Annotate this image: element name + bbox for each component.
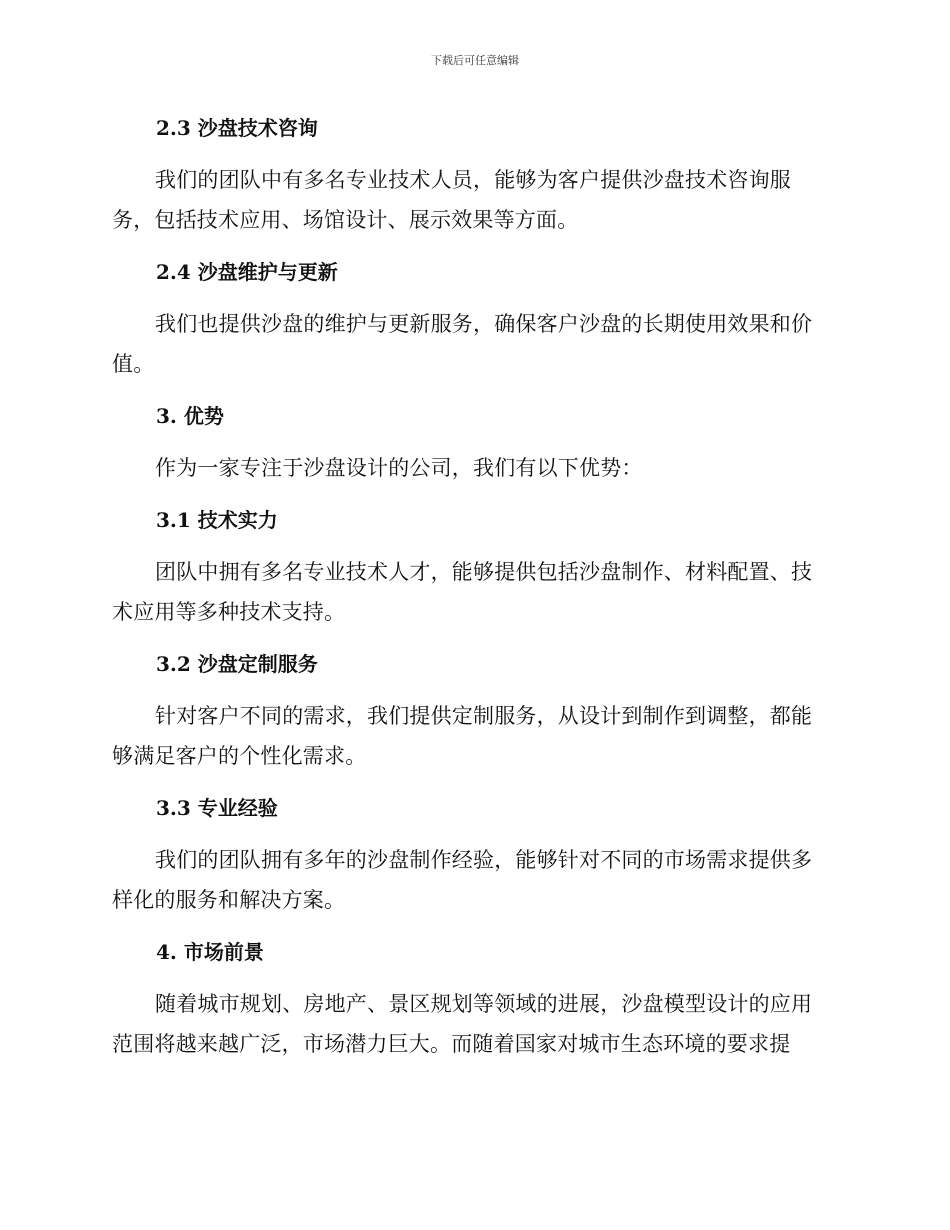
section-heading-4: 4. 市场前景 — [156, 940, 264, 964]
paragraph-3-3: 我们的团队拥有多年的沙盘制作经验，能够针对不同的市场需求提供多样化的服务和解决方案。 — [112, 848, 813, 912]
paragraph-2-3: 我们的团队中有多名专业技术人员，能够为客户提供沙盘技术咨询服务，包括技术应用、场馆设计、展示效果等方面。 — [112, 168, 791, 232]
section-heading-2-4: 2.4 沙盘维护与更新 — [156, 260, 338, 284]
section-heading-3-3: 3.3 专业经验 — [156, 796, 278, 820]
paragraph-3-2: 针对客户不同的需求，我们提供定制服务，从设计到制作到调整，都能够满足客户的个性化需求。 — [112, 704, 813, 768]
paragraph-3: 作为一家专注于沙盘设计的公司，我们有以下优势： — [155, 456, 643, 480]
section-heading-3-2: 3.2 沙盘定制服务 — [156, 652, 318, 676]
document-body — [112, 108, 832, 1076]
section-heading-3-1: 3.1 技术实力 — [156, 508, 278, 532]
paragraph-2-4: 我们也提供沙盘的维护与更新服务，确保客户沙盘的长期使用效果和价值。 — [112, 312, 813, 376]
paragraph-4: 随着城市规划、房地产、景区规划等领域的进展，沙盘模型设计的应用范围将越来越广泛，市场潜力巨大。而随着国家对城市生态环境的要求提 — [112, 992, 813, 1056]
page-header: 下载后可任意编辑 — [431, 54, 519, 67]
paragraph-3-1: 团队中拥有多名专业技术人才，能够提供包括沙盘制作、材料配置、技术应用等多种技术支持。 — [112, 560, 813, 624]
section-heading-3: 3. 优势 — [156, 404, 224, 428]
section-heading-2-3: 2.3 沙盘技术咨询 — [156, 116, 318, 140]
